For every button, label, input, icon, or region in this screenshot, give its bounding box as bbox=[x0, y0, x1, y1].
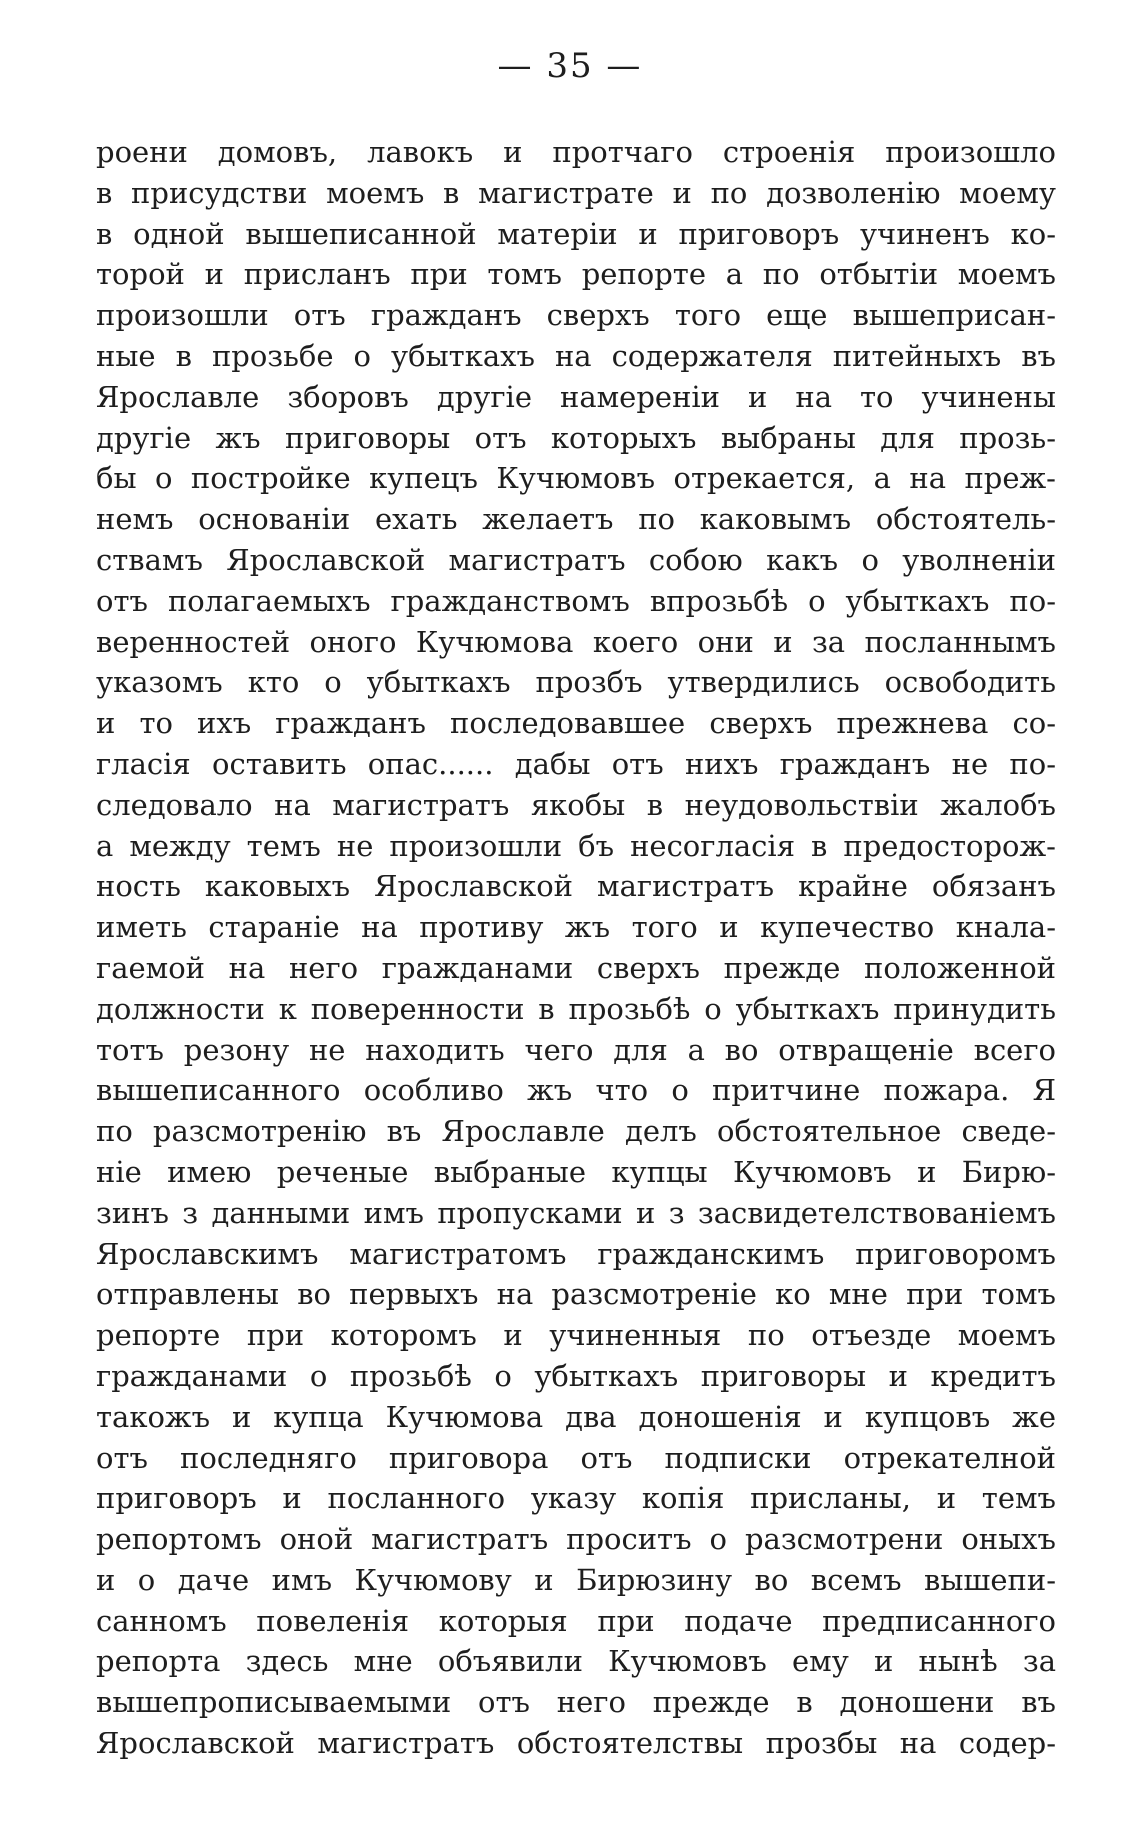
text-line: произошли отъ гражданъ сверхъ того еще вышеприсан- bbox=[96, 298, 1056, 333]
text-line: отправлены во первыхъ на разсмотреніе ко мне при томъ bbox=[96, 1277, 1056, 1312]
text-line: такожъ и купца Кучюмова два доношенія и купцовъ же bbox=[96, 1399, 1056, 1434]
text-line: бы о постройке купецъ Кучюмовъ отрекается, а на преж- bbox=[96, 461, 1056, 496]
text-line: гражданами о прозьбѣ о убыткахъ приговоры и кредитъ bbox=[96, 1358, 1056, 1393]
text-line: гаемой на него гражданами сверхъ прежде положенной bbox=[96, 950, 1056, 985]
text-line: следовало на магистратъ якобы в неудовольствіи жалобъ bbox=[96, 787, 1056, 822]
text-line: приговоръ и посланного указу копія присланы, и темъ bbox=[96, 1481, 1056, 1516]
text-line: а между темъ не произошли бъ несогласія в предосторож- bbox=[96, 828, 1056, 863]
text-line: ные в прозьбе о убыткахъ на содержателя питейныхъ въ bbox=[96, 338, 1056, 373]
text-line: вышепрописываемыми отъ него прежде в доношени въ bbox=[96, 1685, 1056, 1720]
text-line: веренностей оного Кучюмова коего они и за посланнымъ bbox=[96, 624, 1056, 659]
text-line: иметь стараніе на противу жъ того и купечество кнала- bbox=[96, 910, 1056, 945]
text-line: Ярославскимъ магистратомъ гражданскимъ приговоромъ bbox=[96, 1236, 1056, 1271]
text-line: другіе жъ приговоры отъ которыхъ выбраны для прозь- bbox=[96, 420, 1056, 455]
text-line: репорта здесь мне объявили Кучюмовъ ему и нынѣ за bbox=[96, 1644, 1056, 1679]
text-line: отъ полагаемыхъ гражданствомъ впрозьбѣ о убыткахъ по- bbox=[96, 583, 1056, 618]
text-line: в одной вышеписанной матеріи и приговоръ учиненъ ко- bbox=[96, 216, 1056, 251]
text-line: роени домовъ, лавокъ и протчаго строенія произошло bbox=[96, 135, 1056, 169]
text-line: Ярославской магистратъ обстоятелствы прозбы на содер- bbox=[96, 1726, 1056, 1761]
text-line: репортомъ оной магистратъ проситъ о разсмотрени оныхъ bbox=[96, 1522, 1056, 1557]
text-line: и то ихъ гражданъ последовавшее сверхъ прежнева со- bbox=[96, 706, 1056, 741]
text-line: и о даче имъ Кучюмову и Бирюзину во всемъ вышепи- bbox=[96, 1562, 1056, 1597]
text-line: отъ последняго приговора отъ подписки отрекателной bbox=[96, 1440, 1056, 1475]
text-line: тотъ резону не находить чего для а во отвращеніе всего bbox=[96, 1032, 1056, 1067]
text-line: по разсмотренію въ Ярославле делъ обстоятельное сведе- bbox=[96, 1114, 1056, 1149]
text-line: санномъ повеленія которыя при подаче предписанного bbox=[96, 1603, 1056, 1638]
text-line: ность каковыхъ Ярославской магистратъ крайне обязанъ bbox=[96, 869, 1056, 904]
text-line: торой и присланъ при томъ репорте а по отбытіи моемъ bbox=[96, 257, 1056, 292]
text-line: гласія оставить опас...... дабы отъ нихъ гражданъ не по- bbox=[96, 746, 1056, 781]
text-line: вышеписанного особливо жъ что о притчине пожара. Я bbox=[96, 1073, 1056, 1108]
text-line: ніе имею реченые выбраные купцы Кучюмовъ и Бирю- bbox=[96, 1154, 1056, 1189]
body-text bbox=[96, 132, 1056, 1764]
text-line: немъ основаніи ехать желаетъ по каковымъ обстоятель- bbox=[96, 502, 1056, 537]
text-line: зинъ з данными имъ пропусками и з засвидетелствованіемъ bbox=[96, 1195, 1056, 1230]
text-line: Ярославле зборовъ другіе намереніи и на то учинены bbox=[96, 379, 1056, 414]
text-line: указомъ кто о убыткахъ прозбъ утвердились освободить bbox=[96, 665, 1056, 700]
text-line: должности к поверенности в прозьбѣ о убыткахъ принудить bbox=[96, 991, 1056, 1026]
page-number: — 35 — bbox=[497, 46, 643, 86]
text-line: репорте при которомъ и учиненныя по отъезде моемъ bbox=[96, 1318, 1056, 1353]
text-line: в присудстви моемъ в магистрате и по дозволенію моему bbox=[96, 175, 1056, 210]
text-line: ствамъ Ярославской магистратъ собою какъ о уволненіи bbox=[96, 542, 1056, 577]
